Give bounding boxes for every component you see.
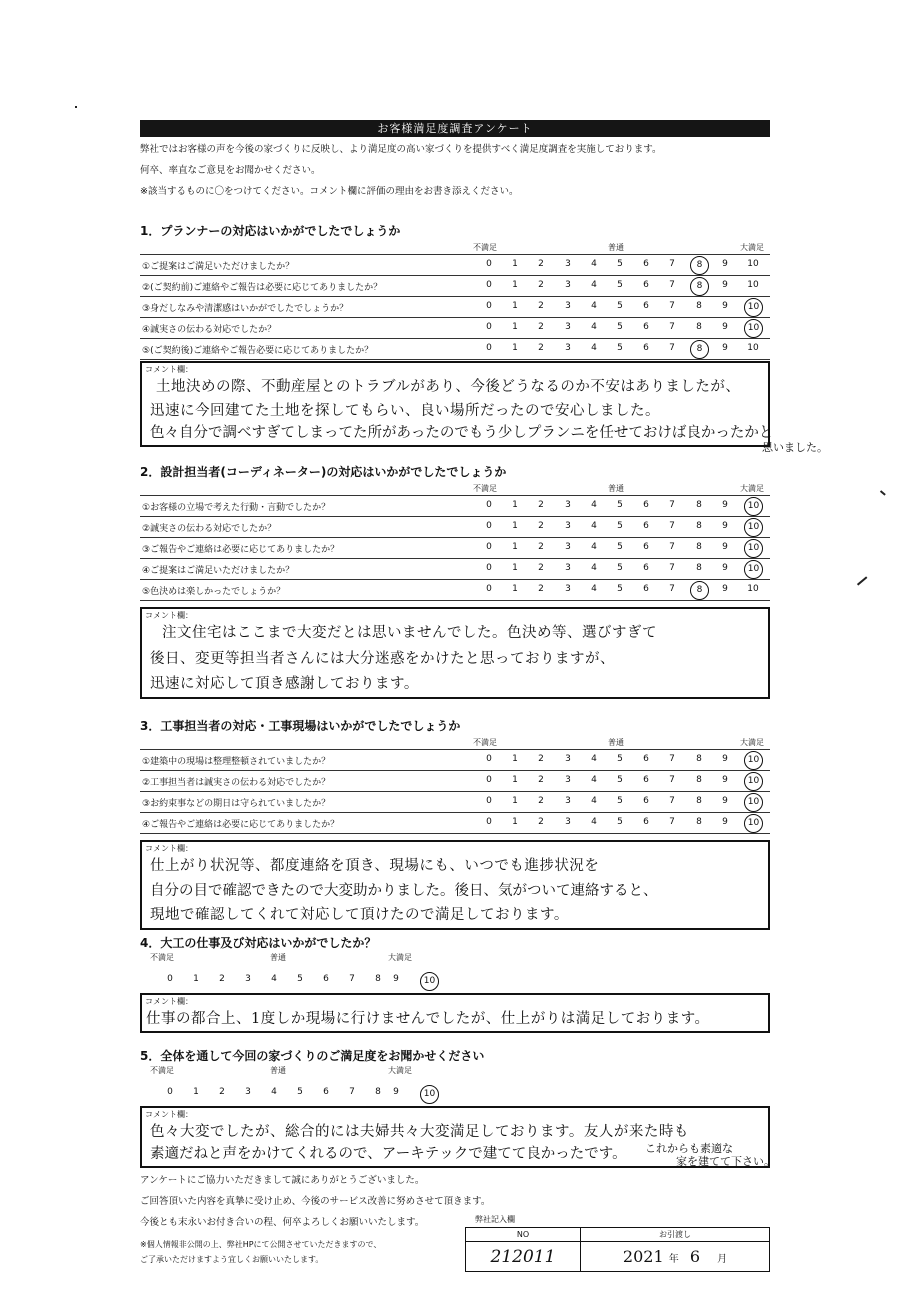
score-option[interactable]: 2 <box>538 500 544 510</box>
score-option[interactable]: 9 <box>722 542 728 552</box>
score-option[interactable]: 7 <box>669 521 675 531</box>
selected-score[interactable]: 8 <box>690 256 709 275</box>
score-option[interactable]: 9 <box>393 1087 399 1097</box>
score-option[interactable]: 1 <box>512 563 518 573</box>
selected-score[interactable]: 10 <box>420 1085 439 1104</box>
score-option[interactable]: 7 <box>669 542 675 552</box>
score-option[interactable]: 2 <box>538 343 544 353</box>
comment-line: 色々自分で調べすぎてしまってた所があったのでもう少しプランニを任せておけば良かったかと <box>150 425 774 441</box>
score-option[interactable]: 6 <box>323 1087 329 1097</box>
score-option[interactable]: 6 <box>323 974 329 984</box>
score-option[interactable]: 1 <box>512 322 518 332</box>
score-option[interactable]: 6 <box>643 817 649 827</box>
comment-line: 現地で確認してくれて対応して頂けたので満足しております。 <box>150 907 569 923</box>
score-option[interactable]: 8 <box>696 521 702 531</box>
score-option[interactable]: 5 <box>297 1087 303 1097</box>
score-option[interactable]: 5 <box>617 775 623 785</box>
score-option[interactable]: 0 <box>486 322 492 332</box>
office-use-table <box>465 1227 770 1272</box>
score-option[interactable]: 9 <box>722 563 728 573</box>
score-option[interactable]: 1 <box>512 301 518 311</box>
score-option[interactable]: 5 <box>617 301 623 311</box>
question-text: ③お約束事などの期日は守られていましたか？ <box>142 799 331 809</box>
delivery-date <box>581 1242 770 1272</box>
question-text: ②(ご契約前)ご連絡やご報告は必要に応じてありましたか？ <box>142 283 383 293</box>
section5-title: 5．全体を通して今回の家づくりのご満足度をお聞かせください <box>140 1049 485 1063</box>
score-option[interactable]: 1 <box>512 259 518 269</box>
comment-label: コメント欄： <box>145 1110 193 1119</box>
score-option[interactable]: 2 <box>538 775 544 785</box>
score-option[interactable]: 5 <box>617 259 623 269</box>
score-option[interactable]: 2 <box>538 322 544 332</box>
score-option[interactable]: 9 <box>722 500 728 510</box>
score-option[interactable]: 1 <box>193 1087 199 1097</box>
score-option[interactable]: 9 <box>722 521 728 531</box>
score-option[interactable]: 9 <box>722 322 728 332</box>
score-option[interactable]: 8 <box>696 796 702 806</box>
score-option[interactable]: 2 <box>538 259 544 269</box>
scale-high-label: 大満足 <box>388 1066 412 1075</box>
section4-scale <box>140 952 770 992</box>
score-option[interactable]: 1 <box>512 500 518 510</box>
selected-score[interactable]: 10 <box>744 772 763 791</box>
question-text: ④ご提案はご満足いただけましたか？ <box>142 566 295 576</box>
footnote-line: ※個人情報非公開の上、弊社HPにて公開させていただきますので、 <box>140 1240 382 1249</box>
score-option[interactable]: 9 <box>722 343 728 353</box>
question-row <box>140 297 770 318</box>
score-option[interactable]: 9 <box>722 775 728 785</box>
comment-label: コメント欄： <box>145 844 193 853</box>
score-option[interactable]: 8 <box>696 542 702 552</box>
selected-score[interactable]: 10 <box>744 793 763 812</box>
score-option[interactable]: 1 <box>512 796 518 806</box>
score-option[interactable]: 9 <box>722 280 728 290</box>
section2-questions <box>140 495 770 601</box>
selected-score[interactable]: 8 <box>690 277 709 296</box>
section5-comment-overflow: これからも素適な <box>645 1142 733 1155</box>
score-option[interactable]: 0 <box>486 280 492 290</box>
score-option[interactable]: 5 <box>617 322 623 332</box>
scale-high-label: 大満足 <box>740 243 764 252</box>
section3-comment-box <box>140 840 770 930</box>
score-option[interactable]: 8 <box>696 754 702 764</box>
score-option[interactable]: 7 <box>669 259 675 269</box>
comment-line: 色々大変でしたが、総合的には夫婦共々大変満足しております。友人が来た時も <box>150 1124 689 1140</box>
question-text: ④誠実さの伝わる対応でしたか？ <box>142 325 277 335</box>
comment-line: 仕上がり状況等、都度連絡を頂き、現場にも、いつでも進捗状況を <box>150 858 600 874</box>
score-option[interactable]: 3 <box>565 817 571 827</box>
selected-score[interactable]: 10 <box>744 518 763 537</box>
selected-score[interactable]: 10 <box>744 751 763 770</box>
score-option[interactable]: 0 <box>167 1087 173 1097</box>
score-option[interactable]: 4 <box>591 754 597 764</box>
score-option[interactable]: 9 <box>722 754 728 764</box>
section1-title: 1．プランナーの対応はいかがでしたでしょうか <box>140 224 401 238</box>
score-option[interactable]: 4 <box>591 796 597 806</box>
score-option[interactable]: 3 <box>565 796 571 806</box>
scale-mid-label: 普通 <box>608 738 624 747</box>
scale-mid-label: 普通 <box>270 953 286 962</box>
score-option[interactable]: 7 <box>669 280 675 290</box>
score-option[interactable]: 3 <box>565 521 571 531</box>
score-option[interactable]: 4 <box>591 343 597 353</box>
score-option[interactable]: 1 <box>512 542 518 552</box>
question-text: ①ご提案はご満足いただけましたか？ <box>142 262 295 272</box>
score-option[interactable]: 1 <box>512 775 518 785</box>
score-option[interactable]: 6 <box>643 754 649 764</box>
score-option[interactable]: 7 <box>669 817 675 827</box>
question-text: ①お客様の立場で考えた行動・言動でしたか？ <box>142 503 331 513</box>
score-option[interactable]: 6 <box>643 563 649 573</box>
score-option[interactable]: 5 <box>617 754 623 764</box>
score-option[interactable]: 6 <box>643 500 649 510</box>
score-option[interactable]: 3 <box>565 343 571 353</box>
section1-questions <box>140 254 770 360</box>
selected-score[interactable]: 10 <box>420 972 439 991</box>
score-option[interactable]: 2 <box>538 754 544 764</box>
score-option[interactable]: 5 <box>617 796 623 806</box>
comment-line: 迅速に今回建てた土地を探してもらい、良い場所だったので安心しました。 <box>150 403 660 419</box>
score-option[interactable]: 6 <box>643 343 649 353</box>
footnote-line: ご了承いただけますよう宜しくお願いいたします。 <box>140 1255 324 1264</box>
section3-title: 3．工事担当者の対応・工事現場はいかがでしたでしょうか <box>140 719 461 733</box>
score-option[interactable]: 5 <box>617 817 623 827</box>
scale-low-label: 不満足 <box>473 243 497 252</box>
comment-line: 仕事の都合上、1度しか現場に行けませんでしたが、仕上がりは満足しております。 <box>146 1011 710 1027</box>
score-option[interactable]: 1 <box>193 974 199 984</box>
selected-score[interactable]: 8 <box>690 340 709 359</box>
score-option[interactable]: 0 <box>486 521 492 531</box>
score-option[interactable]: 0 <box>486 259 492 269</box>
question-text: ②工事担当者は誠実さの伝わる対応でしたか？ <box>142 778 331 788</box>
office-use-label: 弊社記入欄 <box>475 1215 515 1224</box>
section2-title: 2．設計担当者(コーディネーター)の対応はいかがでしたでしょうか <box>140 465 507 479</box>
score-option[interactable]: 8 <box>696 563 702 573</box>
score-option[interactable]: 4 <box>591 542 597 552</box>
selected-score[interactable]: 10 <box>744 497 763 516</box>
score-option[interactable]: 6 <box>643 542 649 552</box>
score-option[interactable]: 10 <box>747 259 759 269</box>
score-option[interactable]: 7 <box>669 301 675 311</box>
score-option[interactable]: 5 <box>617 584 623 594</box>
year-unit: 年 <box>668 1254 679 1265</box>
scale-high-label: 大満足 <box>740 484 764 493</box>
scale-low-label: 不満足 <box>473 738 497 747</box>
selected-score[interactable]: 10 <box>744 814 763 833</box>
score-option[interactable]: 1 <box>512 584 518 594</box>
score-option[interactable]: 6 <box>643 322 649 332</box>
scale-mid-label: 普通 <box>608 243 624 252</box>
closing-area <box>140 1170 770 1267</box>
comment-line: 迅速に対応して頂き感謝しております。 <box>150 676 419 692</box>
section1-comment-overflow: 思いました。 <box>762 441 828 454</box>
score-option[interactable]: 0 <box>486 301 492 311</box>
score-option[interactable]: 2 <box>538 280 544 290</box>
section3-scale-header <box>140 735 770 749</box>
delivery-header: お引渡し <box>581 1228 770 1242</box>
question-row <box>140 580 770 601</box>
score-option[interactable]: 0 <box>486 563 492 573</box>
no-header: NO <box>466 1228 581 1242</box>
score-option[interactable]: 8 <box>696 500 702 510</box>
question-row <box>140 538 770 559</box>
score-option[interactable]: 6 <box>643 796 649 806</box>
score-option[interactable]: 5 <box>617 280 623 290</box>
comment-label: コメント欄： <box>145 365 193 374</box>
score-option[interactable]: 0 <box>486 754 492 764</box>
score-option[interactable]: 4 <box>591 322 597 332</box>
comment-line: 土地決めの際、不動産屋とのトラブルがあり、今後どうなるのか不安はありましたが、 <box>156 379 741 395</box>
score-option[interactable]: 10 <box>747 343 759 353</box>
score-option[interactable]: 6 <box>643 301 649 311</box>
score-option[interactable]: 4 <box>271 974 277 984</box>
comment-label: コメント欄： <box>145 997 193 1006</box>
selected-score[interactable]: 10 <box>744 298 763 317</box>
score-option[interactable]: 6 <box>643 521 649 531</box>
score-option[interactable]: 0 <box>486 343 492 353</box>
section2-comment-box <box>140 607 770 699</box>
closing-line: 今後とも末永いお付き合いの程、何卒よろしくお願いいたします。 <box>140 1217 425 1228</box>
score-option[interactable]: 9 <box>722 301 728 311</box>
selected-score[interactable]: 8 <box>690 581 709 600</box>
score-option[interactable]: 2 <box>538 301 544 311</box>
section4-comment-box <box>140 993 770 1033</box>
intro-line: 何卒、率直なご意見をお聞かせください。 <box>140 165 321 176</box>
question-text: ②誠実さの伝わる対応でしたか？ <box>142 524 277 534</box>
score-option[interactable]: 9 <box>722 259 728 269</box>
score-option[interactable]: 7 <box>669 754 675 764</box>
score-option[interactable]: 4 <box>591 259 597 269</box>
scale-low-label: 不満足 <box>473 484 497 493</box>
score-option[interactable]: 10 <box>747 584 759 594</box>
section2-scale-header <box>140 481 770 495</box>
comment-line: 後日、変更等担当者さんには大分迷惑をかけたと思っておりますが、 <box>150 651 615 667</box>
score-option[interactable]: 4 <box>591 280 597 290</box>
score-option[interactable]: 2 <box>538 584 544 594</box>
scale-high-label: 大満足 <box>388 953 412 962</box>
score-option[interactable]: 4 <box>591 563 597 573</box>
question-row <box>140 339 770 360</box>
score-option[interactable]: 8 <box>696 775 702 785</box>
scan-mark <box>857 576 867 585</box>
score-option[interactable]: 1 <box>512 817 518 827</box>
section4-title: 4．大工の仕事及び対応はいかがでしたか？ <box>140 936 377 950</box>
score-option[interactable]: 3 <box>565 584 571 594</box>
question-row <box>140 517 770 538</box>
score-option[interactable]: 0 <box>167 974 173 984</box>
intro-line: ※該当するものに〇をつけてください。コメント欄に評価の理由をお書き添えください。 <box>140 186 519 197</box>
score-option[interactable]: 6 <box>643 280 649 290</box>
scale-low-label: 不満足 <box>150 953 174 962</box>
score-option[interactable]: 2 <box>538 817 544 827</box>
section1-scale-header <box>140 240 770 254</box>
comment-line: 素適だねと声をかけてくれるので、アーキテックで建てて良かったです。 <box>150 1146 627 1162</box>
section1-comment-box <box>140 361 774 447</box>
score-option[interactable]: 3 <box>245 974 251 984</box>
score-option[interactable]: 4 <box>591 301 597 311</box>
scale-high-label: 大満足 <box>740 738 764 747</box>
month-unit: 月 <box>717 1254 728 1265</box>
score-option[interactable]: 1 <box>512 754 518 764</box>
scan-mark <box>880 490 886 495</box>
score-option[interactable]: 2 <box>219 974 225 984</box>
question-text: ③身だしなみや清潔感はいかがでしたでしょうか？ <box>142 304 349 314</box>
score-option[interactable]: 0 <box>486 542 492 552</box>
score-option[interactable]: 9 <box>722 584 728 594</box>
score-option[interactable]: 1 <box>512 280 518 290</box>
score-option[interactable]: 1 <box>512 343 518 353</box>
score-option[interactable]: 2 <box>538 563 544 573</box>
question-row <box>140 276 770 297</box>
score-option[interactable]: 3 <box>565 542 571 552</box>
score-option[interactable]: 7 <box>349 1087 355 1097</box>
no-value: 212011 <box>466 1242 581 1272</box>
score-option[interactable]: 9 <box>722 817 728 827</box>
intro-text <box>140 139 770 202</box>
survey-form <box>140 120 774 1267</box>
question-row <box>140 559 770 580</box>
selected-score[interactable]: 10 <box>744 319 763 338</box>
score-option[interactable]: 7 <box>669 563 675 573</box>
score-option[interactable]: 4 <box>271 1087 277 1097</box>
score-option[interactable]: 6 <box>643 259 649 269</box>
scan-mark <box>75 106 77 108</box>
score-option[interactable]: 1 <box>512 521 518 531</box>
score-option[interactable]: 5 <box>617 343 623 353</box>
question-row <box>140 254 770 276</box>
score-option[interactable]: 0 <box>486 796 492 806</box>
score-option[interactable]: 5 <box>617 542 623 552</box>
score-option[interactable]: 3 <box>565 754 571 764</box>
score-option[interactable]: 4 <box>591 775 597 785</box>
scale-mid-label: 普通 <box>608 484 624 493</box>
closing-line: ご回答頂いた内容を真摯に受け止め、今後のサービス改善に努めさせて頂きます。 <box>140 1196 491 1207</box>
score-option[interactable]: 3 <box>565 280 571 290</box>
score-option[interactable]: 4 <box>591 500 597 510</box>
delivery-month: 6 <box>689 1247 700 1266</box>
selected-score[interactable]: 10 <box>744 539 763 558</box>
score-option[interactable]: 8 <box>696 322 702 332</box>
scale-low-label: 不満足 <box>150 1066 174 1075</box>
score-option[interactable]: 5 <box>297 974 303 984</box>
delivery-year: 2021 <box>622 1247 664 1266</box>
comment-line: 注文住宅はここまで大変だとは思いませんでした。色決め等、選びすぎて <box>162 625 657 641</box>
form-title: お客様満足度調査アンケート <box>140 120 770 137</box>
score-option[interactable]: 0 <box>486 775 492 785</box>
score-option[interactable]: 5 <box>617 500 623 510</box>
score-option[interactable]: 5 <box>617 521 623 531</box>
question-row <box>140 318 770 339</box>
score-option[interactable]: 3 <box>565 500 571 510</box>
score-option[interactable]: 2 <box>538 542 544 552</box>
selected-score[interactable]: 10 <box>744 560 763 579</box>
score-option[interactable]: 8 <box>375 1087 381 1097</box>
scale-mid-label: 普通 <box>270 1066 286 1075</box>
question-text: ⑤色決めは楽しかったでしょうか？ <box>142 587 286 597</box>
score-option[interactable]: 3 <box>565 301 571 311</box>
score-option[interactable]: 3 <box>245 1087 251 1097</box>
score-option[interactable]: 7 <box>669 584 675 594</box>
score-option[interactable]: 7 <box>349 974 355 984</box>
section3-questions <box>140 749 770 834</box>
question-row <box>140 792 770 813</box>
office-use-box <box>465 1214 770 1272</box>
score-option[interactable]: 9 <box>722 796 728 806</box>
score-option[interactable]: 6 <box>643 775 649 785</box>
intro-line: 弊社ではお客様の声を今後の家づくりに反映し、より満足度の高い家づくりを提供すべく満足度調査を実施しております。 <box>140 144 662 155</box>
score-option[interactable]: 4 <box>591 584 597 594</box>
question-text: ⑤(ご契約後)ご連絡やご報告必要に応じてありましたか？ <box>142 346 374 356</box>
score-option[interactable]: 3 <box>565 259 571 269</box>
score-option[interactable]: 0 <box>486 584 492 594</box>
score-option[interactable]: 3 <box>565 775 571 785</box>
score-option[interactable]: 7 <box>669 322 675 332</box>
score-option[interactable]: 5 <box>617 563 623 573</box>
question-text: ③ご報告やご連絡は必要に応じてありましたか？ <box>142 545 340 555</box>
score-option[interactable]: 6 <box>643 584 649 594</box>
score-option[interactable]: 7 <box>669 343 675 353</box>
score-option[interactable]: 4 <box>591 817 597 827</box>
score-option[interactable]: 4 <box>591 521 597 531</box>
question-row <box>140 749 770 771</box>
section5-comment-overflow: 家を建てて下さい。 <box>676 1155 775 1168</box>
score-option[interactable]: 7 <box>669 500 675 510</box>
score-option[interactable]: 0 <box>486 817 492 827</box>
score-option[interactable]: 2 <box>538 796 544 806</box>
score-option[interactable]: 8 <box>696 817 702 827</box>
question-row <box>140 813 770 834</box>
question-text: ①建築中の現場は整理整頓されていましたか？ <box>142 757 331 767</box>
question-row <box>140 771 770 792</box>
score-option[interactable]: 8 <box>696 301 702 311</box>
score-option[interactable]: 9 <box>393 974 399 984</box>
question-text: ④ご報告やご連絡は必要に応じてありましたか？ <box>142 820 340 830</box>
score-option[interactable]: 2 <box>538 521 544 531</box>
score-option[interactable]: 10 <box>747 280 759 290</box>
score-option[interactable]: 7 <box>669 796 675 806</box>
closing-line: アンケートにご協力いただきまして誠にありがとうございました。 <box>140 1175 425 1186</box>
score-option[interactable]: 8 <box>375 974 381 984</box>
score-option[interactable]: 7 <box>669 775 675 785</box>
comment-line: 自分の目で確認できたので大変助かりました。後日、気がついて連絡すると、 <box>150 883 658 899</box>
score-option[interactable]: 2 <box>219 1087 225 1097</box>
score-option[interactable]: 0 <box>486 500 492 510</box>
question-row <box>140 495 770 517</box>
score-option[interactable]: 3 <box>565 322 571 332</box>
score-option[interactable]: 3 <box>565 563 571 573</box>
comment-label: コメント欄： <box>145 611 193 620</box>
section5-scale <box>140 1065 770 1105</box>
